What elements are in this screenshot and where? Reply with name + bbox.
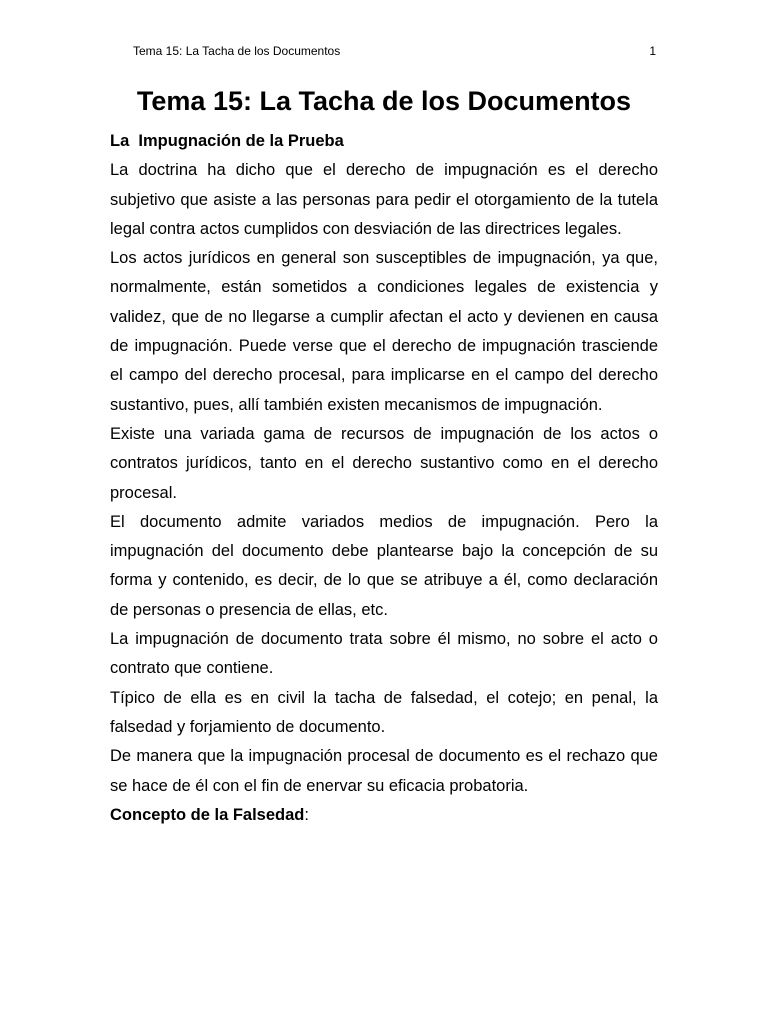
- section-heading-falsedad-colon: :: [304, 805, 309, 824]
- paragraph: De manera que la impugnación procesal de documento es el rechazo que se hace de él con el fin de enervar su eficacia probatoria.: [110, 747, 658, 795]
- paragraph: La doctrina ha dicho que el derecho de impugnación es el derecho subjetivo que asiste a las personas para pedir el otorgamiento de la tutela legal contra actos cumplidos con desviación de las directrices legales.: [110, 161, 658, 238]
- page-number: 1: [649, 44, 656, 58]
- paragraph: El documento admite variados medios de impugnación. Pero la impugnación del documento debe plantearse bajo la concepción de su forma y contenido, es decir, de lo que se atribuye a él, como declaración de personas o presencia de ellas, etc.: [110, 512, 658, 619]
- paragraph: Los actos jurídicos en general son susceptibles de impugnación, ya que, normalmente, están sometidos a condiciones legales de existencia y validez, que de no llegarse a cumplir afectan el acto y devienen en causa de impugnación. Puede verse que el derecho de impugnación trasciende el campo del derecho procesal, para implicarse en el campo del derecho sustantivo, pues, allí también existen mecanismos de impugnación.: [110, 249, 658, 414]
- document-title: Tema 15: La Tacha de los Documentos: [136, 86, 632, 116]
- section-heading-falsedad-text: Concepto de la Falsedad: [110, 805, 305, 824]
- running-header: [133, 41, 656, 61]
- paragraph: Típico de ella es en civil la tacha de falsedad, el cotejo; en penal, la falsedad y forjamiento de documento.: [110, 688, 658, 736]
- running-header-title: Tema 15: La Tacha de los Documentos: [133, 44, 341, 58]
- paragraph: Existe una variada gama de recursos de impugnación de los actos o contratos jurídicos, tanto en el derecho sustantivo como en el derecho procesal.: [110, 424, 658, 502]
- section-heading-impugnacion: La Impugnación de la Prueba: [110, 132, 344, 150]
- document-body: [110, 127, 658, 830]
- section-heading-falsedad: [110, 801, 658, 830]
- paragraph: La impugnación de documento trata sobre él mismo, no sobre el acto o contrato que contiene.: [110, 630, 658, 678]
